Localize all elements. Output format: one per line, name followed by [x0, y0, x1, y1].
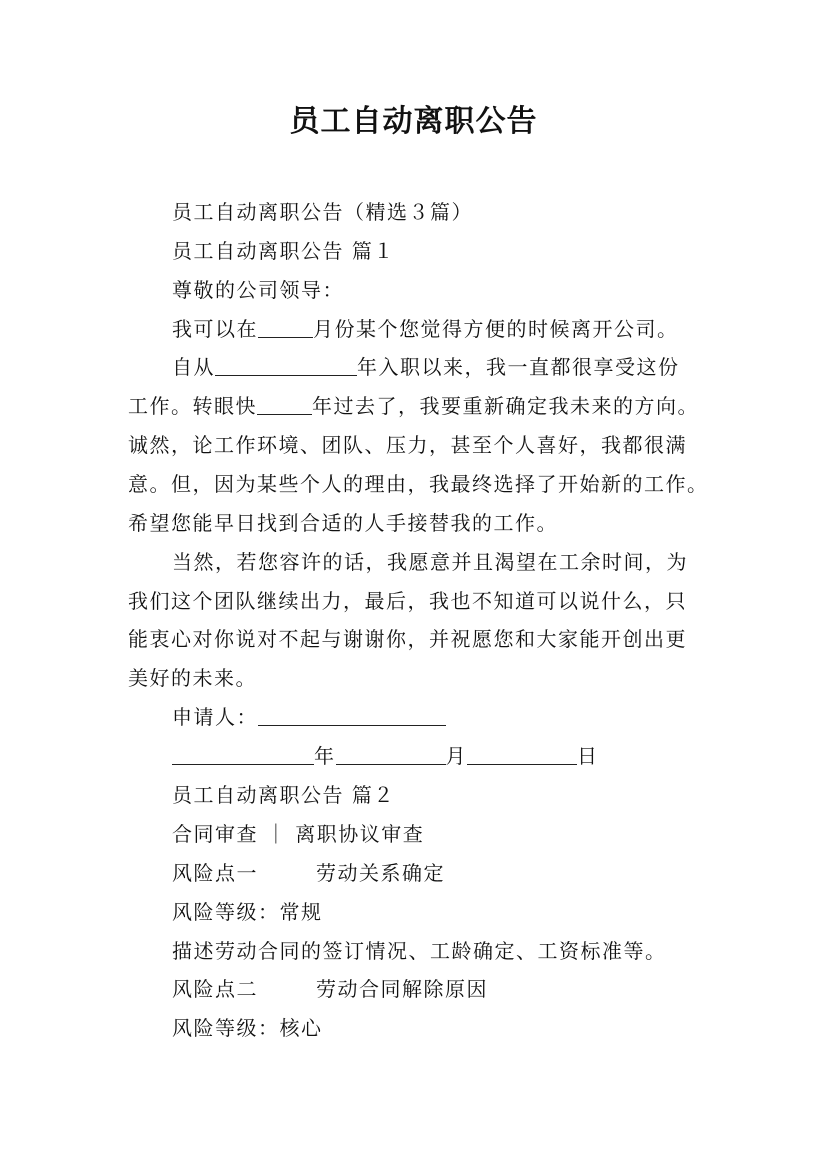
date-line	[0, 742, 827, 770]
p2-line2-text-b: 年过去了，我要重新确定我未来的方向。	[312, 394, 699, 418]
paragraph-2-line-4: 意。但，因为某些个人的理由，我最终选择了开始新的工作。	[128, 472, 709, 496]
paragraph-2-line-5: 希望您能早日找到合适的人手接替我的工作。	[128, 511, 558, 535]
risk-2-value: 劳动合同解除原因	[316, 977, 488, 1001]
p1-text-b: 月份某个您觉得方便的时候离开公司。	[313, 317, 679, 341]
salutation: 尊敬的公司领导：	[172, 278, 344, 302]
join-year-blank	[215, 355, 357, 376]
paragraph-2-line-3: 诚然，论工作环境、团队、压力，甚至个人喜好，我都很满	[128, 433, 687, 457]
paragraph-2-line-2	[0, 392, 827, 420]
day-label: 日	[577, 744, 599, 768]
section-2-heading: 员工自动离职公告 篇２	[172, 783, 395, 807]
years-blank	[257, 394, 312, 415]
day-blank	[467, 744, 577, 765]
paragraph-3-line-2: 我们这个团队继续出力，最后，我也不知道可以说什么，只	[128, 589, 687, 613]
paragraph-1	[0, 315, 827, 343]
paragraph-3-line-4: 美好的未来。	[128, 666, 257, 690]
risk-2-level: 风险等级：核心	[172, 1016, 323, 1040]
p2-line2-text-a: 工作。转眼快	[128, 394, 257, 418]
applicant-line	[0, 703, 827, 731]
year-label: 年	[314, 744, 336, 768]
risk-1-label: 风险点一	[172, 861, 258, 885]
paragraph-3-line-3: 能衷心对你说对不起与谢谢你，并祝愿您和大家能开创出更	[128, 627, 687, 651]
document-subtitle: 员工自动离职公告（精选３篇）	[172, 200, 473, 224]
risk-2-line	[0, 975, 827, 1003]
year-blank	[172, 744, 314, 765]
p2-text-a: 自从	[172, 355, 215, 379]
risk-2-label: 风险点二	[172, 977, 258, 1001]
risk-1-description: 描述劳动合同的签订情况、工龄确定、工资标准等。	[172, 939, 667, 963]
risk-1-level: 风险等级：常规	[172, 900, 323, 924]
risk-1-line	[0, 859, 827, 887]
applicant-blank	[258, 705, 446, 726]
p1-text-a: 我可以在	[172, 317, 258, 341]
applicant-label: 申请人：	[172, 705, 258, 729]
section-1-heading: 员工自动离职公告 篇１	[172, 239, 395, 263]
risk-1-value: 劳动关系确定	[316, 861, 445, 885]
section-2-line-1: 合同审查 ｜ 离职协议审查	[172, 822, 425, 846]
month-blank	[258, 317, 313, 338]
month-date-blank	[336, 744, 446, 765]
p2-text-b: 年入职以来，我一直都很享受这份	[357, 355, 680, 379]
paragraph-3-line-1: 当然，若您容许的话，我愿意并且渴望在工余时间，为	[172, 550, 688, 574]
month-label: 月	[445, 744, 467, 768]
document-title: 员工自动离职公告	[289, 104, 538, 139]
paragraph-2-line-1	[0, 353, 827, 381]
